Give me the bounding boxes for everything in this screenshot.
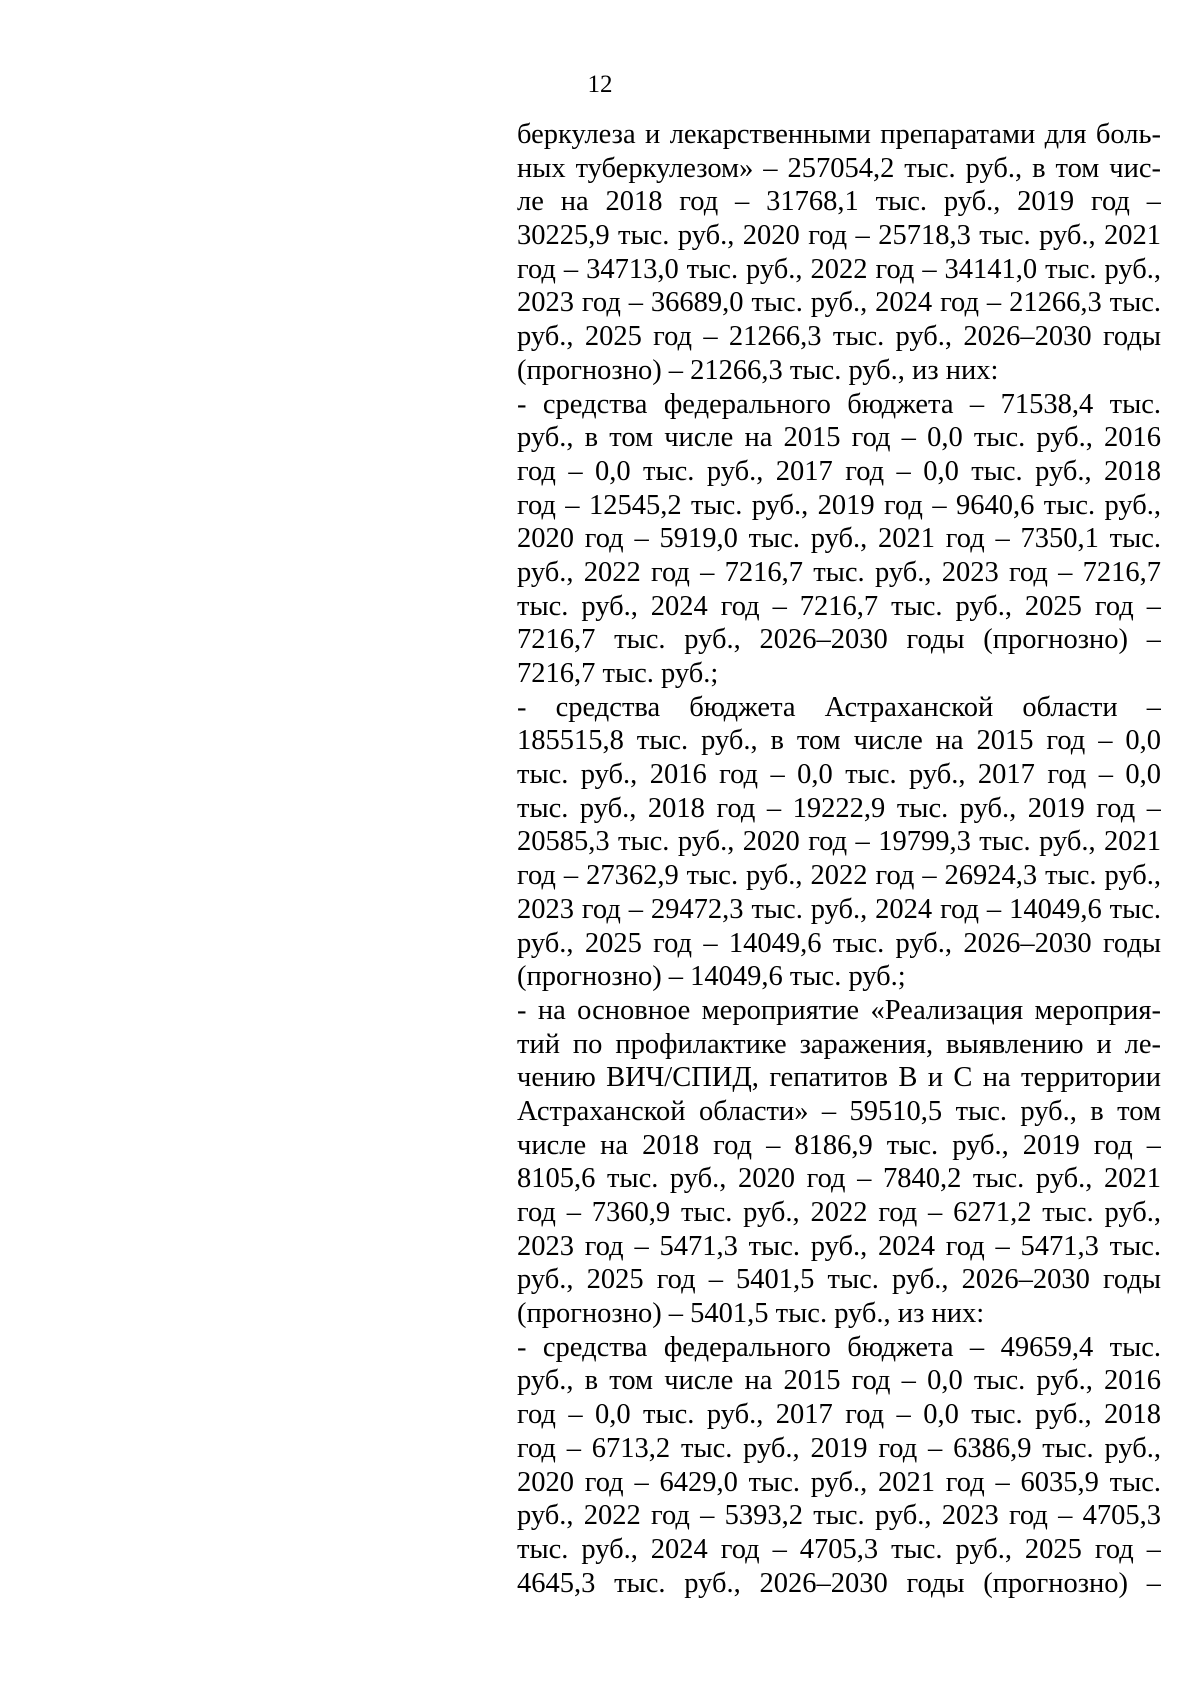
text-line: руб., 2025 год – 14049,6 тыс. руб., 2026–2030 годы bbox=[517, 927, 1161, 959]
document-body bbox=[517, 118, 1161, 1600]
text-line: 7216,7 тыс. руб.; bbox=[517, 658, 719, 689]
text-line: 185515,8 тыс. руб., в том числе на 2015 год – 0,0 bbox=[517, 725, 1161, 757]
text-line: 7216,7 тыс. руб., 2026–2030 годы (прогнозно) – bbox=[517, 624, 1161, 656]
text-line: (прогнозно) – 14049,6 тыс. руб.; bbox=[517, 961, 906, 993]
text-line: числе на 2018 год – 8186,9 тыс. руб., 2019 год – bbox=[517, 1129, 1161, 1161]
text-line: 2020 год – 5919,0 тыс. руб., 2021 год – 7350,1 тыс. bbox=[517, 523, 1161, 555]
text-line: руб., 2025 год – 5401,5 тыс. руб., 2026–2030 годы bbox=[517, 1264, 1161, 1296]
text-line: - средства федерального бюджета – 71538,4 тыс. bbox=[517, 388, 1161, 420]
text-line: - средства бюджета Астраханской области – bbox=[517, 691, 1161, 723]
text-line: 8105,6 тыс. руб., 2020 год – 7840,2 тыс. руб., 2021 bbox=[517, 1163, 1161, 1195]
text-line: 30225,9 тыс. руб., 2020 год – 25718,3 тыс. руб., 2021 bbox=[517, 220, 1161, 252]
text-line: год – 6713,2 тыс. руб., 2019 год – 6386,9 тыс. руб., bbox=[517, 1432, 1161, 1464]
text-line: год – 12545,2 тыс. руб., 2019 год – 9640,6 тыс. руб., bbox=[517, 489, 1161, 521]
text-line: (прогнозно) – 21266,3 тыс. руб., из них: bbox=[517, 354, 999, 386]
text-line: (прогнозно) – 5401,5 тыс. руб., из них: bbox=[517, 1298, 985, 1330]
text-line: тыс. руб., 2024 год – 4705,3 тыс. руб., 2025 год – bbox=[517, 1533, 1161, 1565]
text-line: 4645,3 тыс. руб., 2026–2030 годы (прогнозно) – bbox=[517, 1567, 1161, 1599]
text-line: Астраханской области» – 59510,5 тыс. руб., в том bbox=[517, 1095, 1161, 1127]
text-line: год – 34713,0 тыс. руб., 2022 год – 34141,0 тыс. руб., bbox=[517, 253, 1161, 285]
text-line: руб., 2022 год – 5393,2 тыс. руб., 2023 год – 4705,3 bbox=[517, 1500, 1161, 1532]
text-line: год – 0,0 тыс. руб., 2017 год – 0,0 тыс. руб., 2018 bbox=[517, 455, 1161, 487]
text-line: тыс. руб., 2018 год – 19222,9 тыс. руб., 2019 год – bbox=[517, 792, 1161, 824]
text-line: беркулеза и лекарственными препаратами для боль- bbox=[517, 119, 1161, 150]
text-line: год – 0,0 тыс. руб., 2017 год – 0,0 тыс. руб., 2018 bbox=[517, 1399, 1161, 1431]
text-line: ле на 2018 год – 31768,1 тыс. руб., 2019 год – bbox=[517, 186, 1161, 218]
text-line: тыс. руб., 2016 год – 0,0 тыс. руб., 2017 год – 0,0 bbox=[517, 759, 1161, 791]
page-number: 12 bbox=[587, 71, 613, 98]
text-line: 2023 год – 36689,0 тыс. руб., 2024 год – 21266,3 тыс. bbox=[517, 287, 1161, 319]
text-line: чению ВИЧ/СПИД, гепатитов В и С на территории bbox=[517, 1062, 1161, 1094]
text-line: 20585,3 тыс. руб., 2020 год – 19799,3 тыс. руб., 2021 bbox=[517, 826, 1161, 858]
text-line: руб., в том числе на 2015 год – 0,0 тыс. руб., 2016 bbox=[517, 1365, 1161, 1397]
text-line: тыс. руб., 2024 год – 7216,7 тыс. руб., 2025 год – bbox=[517, 590, 1161, 622]
text-line: - на основное мероприятие «Реализация мероприя- bbox=[517, 994, 1161, 1026]
text-line: год – 7360,9 тыс. руб., 2022 год – 6271,2 тыс. руб., bbox=[517, 1197, 1161, 1228]
text-line: год – 27362,9 тыс. руб., 2022 год – 26924,3 тыс. руб., bbox=[517, 860, 1161, 892]
text-line: 2020 год – 6429,0 тыс. руб., 2021 год – 6035,9 тыс. bbox=[517, 1466, 1161, 1498]
text-line: руб., 2022 год – 7216,7 тыс. руб., 2023 год – 7216,7 bbox=[517, 556, 1161, 588]
text-line: - средства федерального бюджета – 49659,4 тыс. bbox=[517, 1331, 1161, 1363]
text-line: ных туберкулезом» – 257054,2 тыс. руб., в том чис- bbox=[517, 152, 1161, 184]
text-line: руб., 2025 год – 21266,3 тыс. руб., 2026–2030 годы bbox=[517, 321, 1161, 353]
text-line: руб., в том числе на 2015 год – 0,0 тыс. руб., 2016 bbox=[517, 422, 1161, 454]
text-line: тий по профилактике заражения, выявлению и ле- bbox=[517, 1028, 1161, 1060]
text-line: 2023 год – 5471,3 тыс. руб., 2024 год – 5471,3 тыс. bbox=[517, 1230, 1161, 1262]
text-line: 2023 год – 29472,3 тыс. руб., 2024 год – 14049,6 тыс. bbox=[517, 893, 1161, 925]
